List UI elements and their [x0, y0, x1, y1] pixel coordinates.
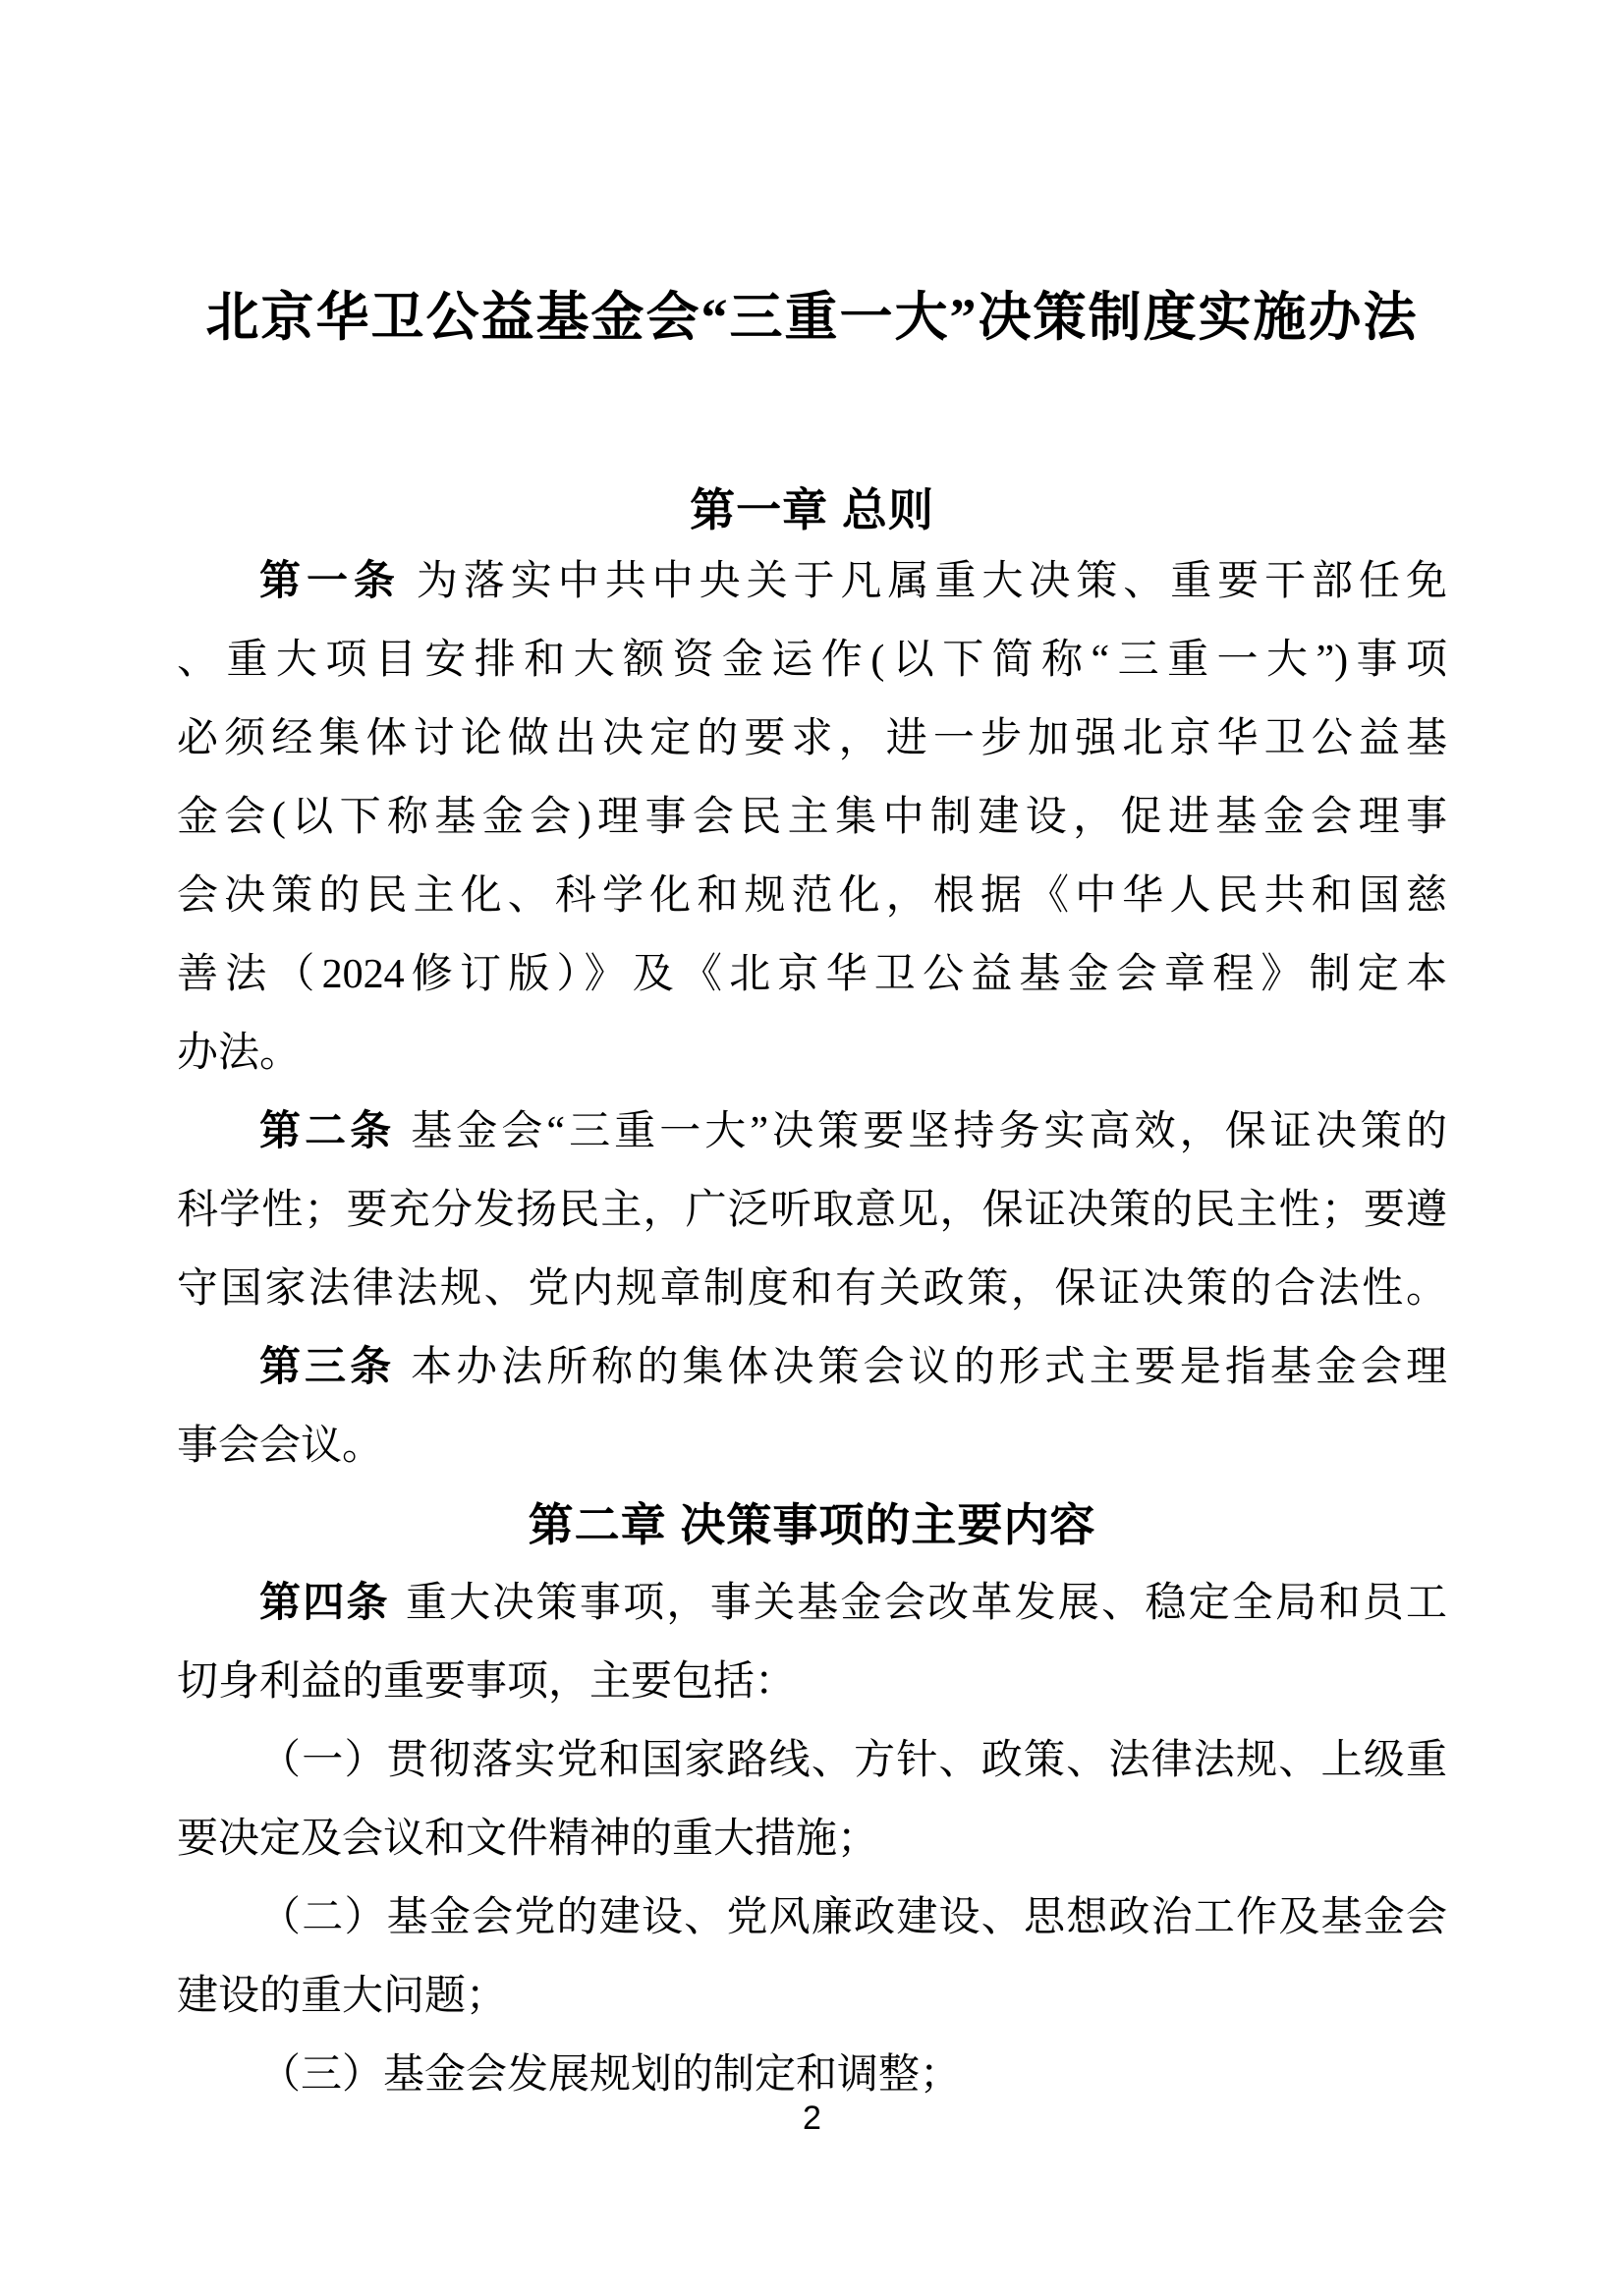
article-3-line: [177, 1407, 1447, 1485]
article-text: 、重大项目安排和大额资金运作(以下简称“三重一大”)事项: [177, 638, 1447, 683]
list-item-text: 要决定及会议和文件精神的重大措施；: [177, 1817, 879, 1862]
article-4-number: 第四条: [259, 1581, 390, 1626]
article-text: 基金会“三重一大”决策要坚持务实高效，保证决策的: [411, 1109, 1447, 1154]
article-text: 本办法所称的集体决策会议的形式主要是指基金会理: [411, 1345, 1447, 1390]
chapter-1-heading: 第一章 总则: [690, 484, 934, 535]
list-item-2-line: [177, 1878, 1447, 1957]
article-text: 会决策的民主化、科学化和规范化，根据《中华人民共和国慈: [177, 873, 1447, 919]
article-text: 必须经集体讨论做出决定的要求，进一步加强北京华卫公益基: [177, 716, 1447, 761]
document-title: 北京华卫公益基金会“三重一大”决策制度实施办法: [205, 288, 1419, 347]
article-3-number: 第三条: [259, 1345, 396, 1390]
article-1-line: [177, 935, 1447, 1014]
list-item-text: （一）贯彻落实党和国家路线、方针、政策、法律法规、上级重: [259, 1738, 1447, 1783]
article-1-line: [177, 621, 1447, 700]
chapter-2-heading: 第二章 决策事项的主要内容: [528, 1499, 1096, 1550]
article-4-line: [177, 1643, 1447, 1721]
article-text: 科学性；要充分发扬民主，广泛听取意见，保证决策的民主性；要遵: [177, 1188, 1447, 1233]
article-1-line: [177, 857, 1447, 935]
article-text: 守国家法律法规、党内规章制度和有关政策，保证决策的合法性。: [177, 1266, 1447, 1312]
article-text: 善法（2024修订版）》及《北京华卫公益基金会章程》制定本: [177, 952, 1447, 997]
article-3-line: [177, 1328, 1447, 1407]
page-number: 2: [803, 2100, 821, 2137]
list-item-2-line: [177, 1957, 1447, 2036]
article-text: 办法。: [177, 1031, 302, 1076]
list-item-text: （三）基金会发展规划的制定和调整；: [259, 2052, 962, 2098]
article-text: 为落实中共中央关于凡属重大决策、重要干部任免: [416, 559, 1447, 604]
article-1-line: [177, 542, 1447, 621]
article-1-number: 第一条: [259, 559, 401, 604]
list-item-text: （二）基金会党的建设、党风廉政建设、思想政治工作及基金会: [259, 1895, 1447, 1940]
list-item-1-line: [177, 1800, 1447, 1878]
article-2-line: [177, 1171, 1447, 1250]
document-content: [0, 283, 1624, 2114]
article-2-number: 第二条: [259, 1109, 396, 1154]
list-item-1-line: [177, 1721, 1447, 1800]
article-1-line: [177, 1014, 1447, 1092]
list-item-text: 建设的重大问题；: [177, 1974, 508, 2019]
article-text: 金会(以下称基金会)理事会民主集中制建设，促进基金会理事: [177, 795, 1447, 840]
article-1-line: [177, 700, 1447, 778]
article-2-line: [177, 1250, 1447, 1328]
article-text: 重大决策事项，事关基金会改革发展、稳定全局和员工: [405, 1581, 1447, 1626]
article-4-line: [177, 1564, 1447, 1643]
article-text: 切身利益的重要事项，主要包括：: [177, 1659, 797, 1705]
article-2-line: [177, 1092, 1447, 1171]
article-1-line: [177, 778, 1447, 857]
article-text: 事会会议。: [177, 1424, 384, 1469]
